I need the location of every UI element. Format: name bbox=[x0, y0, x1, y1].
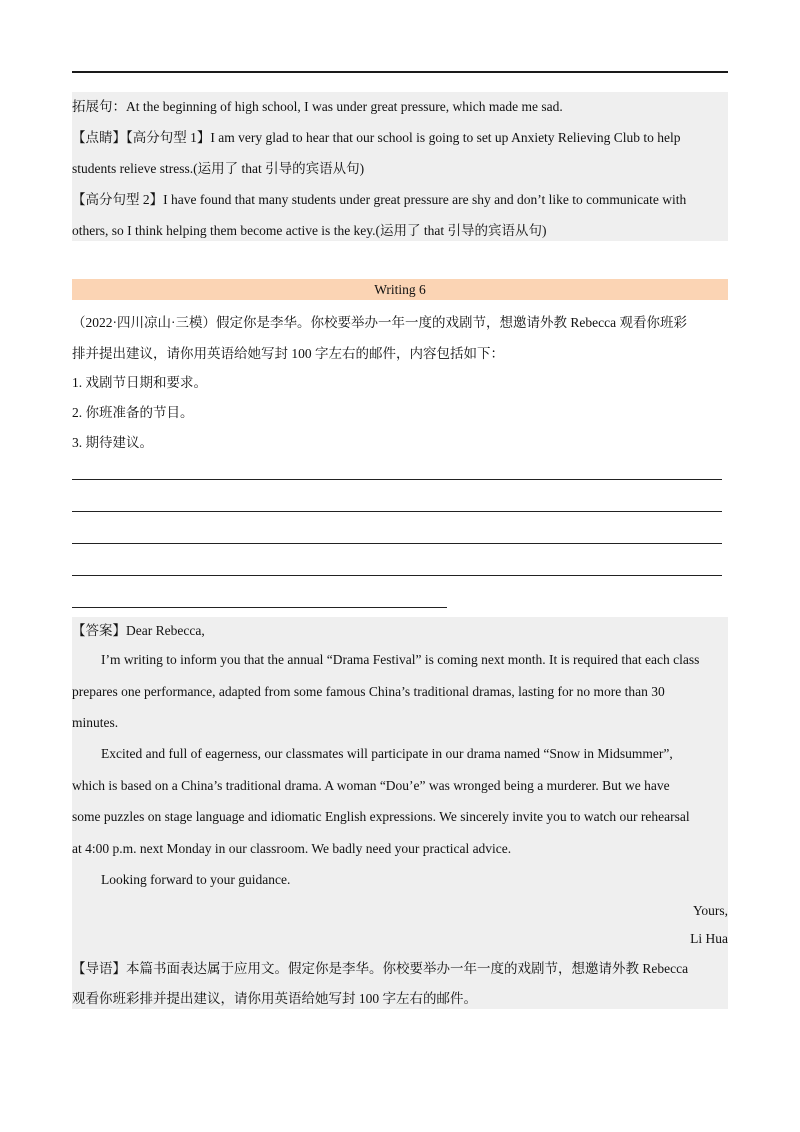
writing-section-title: Writing 6 bbox=[72, 279, 728, 300]
answer-blank-line[interactable] bbox=[72, 479, 722, 480]
answer-blank-line[interactable] bbox=[72, 575, 722, 576]
guide-line-1: 【导语】本篇书面表达属于应用文。假定你是李华。你校要举办一年一度的戏剧节，想邀请外教 Rebecca bbox=[72, 961, 689, 976]
task-line-2: 排并提出建议，请你用英语给她写封 100 字左右的邮件，内容包括如下： bbox=[72, 346, 504, 361]
highlight-sentence-2: 【高分句型 2】I have found that many students under great pressure are shy and don’t like to communicate with bbox=[72, 192, 687, 207]
answer-paragraph-2-line: at 4:00 p.m. next Monday in our classroom. We badly need your practical advice. bbox=[72, 841, 512, 856]
header-rule bbox=[72, 71, 728, 73]
previous-answer-block bbox=[72, 92, 728, 241]
task-line-1: （2022·四川凉山·三模）假定你是李华。你校要举办一年一度的戏剧节，想邀请外教 Rebecca 观看你班彩 bbox=[72, 315, 687, 330]
answer-paragraph-2-line: some puzzles on stage language and idiomatic English expressions. We sincerely invite you to watch our rehearsal bbox=[72, 809, 690, 824]
answer-signature: Li Hua bbox=[690, 931, 728, 946]
task-item-3: 3. 期待建议。 bbox=[72, 435, 153, 450]
answer-greeting: 【答案】Dear Rebecca, bbox=[72, 623, 205, 638]
answer-paragraph-1-line: I’m writing to inform you that the annual “Drama Festival” is coming next month. It is required that each class bbox=[101, 652, 700, 667]
answer-paragraph-1-line: minutes. bbox=[72, 715, 119, 730]
highlight-sentence-1: 【点睛】【高分句型 1】I am very glad to hear that our school is going to set up Anxiety Relieving Club to help bbox=[72, 130, 681, 145]
guide-line-2: 观看你班彩排并提出建议，请你用英语给她写封 100 字左右的邮件。 bbox=[72, 991, 477, 1006]
expansion-sentence: 拓展句：At the beginning of high school, I was under great pressure, which made me sad. bbox=[72, 99, 563, 114]
answer-blank-line[interactable] bbox=[72, 607, 447, 608]
answer-paragraph-3: Looking forward to your guidance. bbox=[101, 872, 291, 887]
answer-blank-line[interactable] bbox=[72, 543, 722, 544]
task-item-1: 1. 戏剧节日期和要求。 bbox=[72, 375, 207, 390]
answer-block bbox=[72, 617, 728, 1009]
answer-paragraph-2-line: Excited and full of eagerness, our classmates will participate in our drama named “Snow in Midsummer”, bbox=[101, 746, 673, 761]
answer-blank-line[interactable] bbox=[72, 511, 722, 512]
highlight-sentence-1-cont: students relieve stress.(运用了 that 引导的宾语从句) bbox=[72, 161, 365, 176]
task-item-2: 2. 你班准备的节目。 bbox=[72, 405, 194, 420]
answer-paragraph-2-line: which is based on a China’s traditional drama. A woman “Dou’e” was wronged being a murderer. But we have bbox=[72, 778, 670, 793]
answer-paragraph-1-line: prepares one performance, adapted from some famous China’s traditional dramas, lasting for no more than 30 bbox=[72, 684, 665, 699]
highlight-sentence-2-cont: others, so I think helping them become active is the key.(运用了 that 引导的宾语从句) bbox=[72, 223, 547, 238]
answer-closing: Yours, bbox=[692, 903, 728, 918]
